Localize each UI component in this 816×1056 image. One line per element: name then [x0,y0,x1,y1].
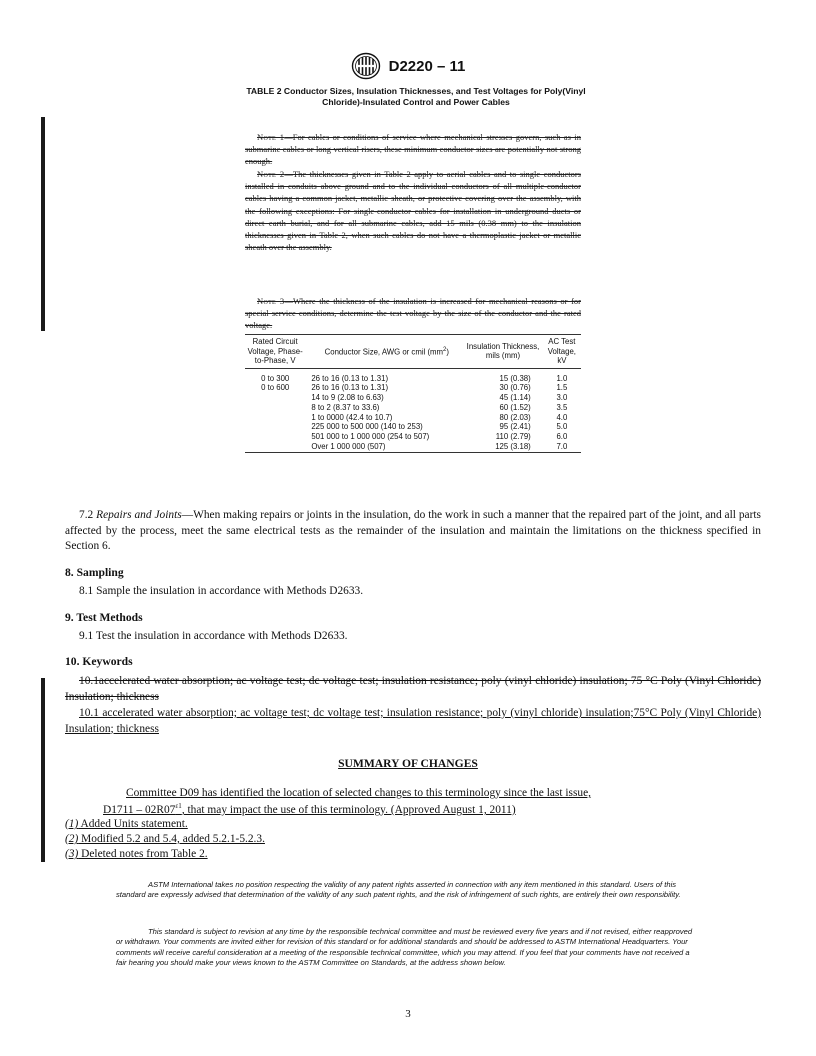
revision-notice-text: This standard is subject to revision at any time by the responsible technical committee and must be reviewed every five years and if not revised, either reapproved or withdrawn. Your comments are invited either for revision of this standard or for additional standards and should be addressed to ASTM International Headquarters. Your comments will receive careful consideration at a meeting of the responsible technical committee, which you may attend. If you feel that your comments have not received a fair hearing you should make your views known to the ASTM Committee on Standards, at the address shown below. [116,927,693,968]
prior-designation: D1711 – 02R07 [103,803,176,816]
astm-logo-icon [351,52,381,80]
cell-thickness: 80 (2.03) [499,412,531,422]
cell-thickness: 60 (1.52) [499,402,531,412]
summary-intro-line1: Committee D09 has identified the location of selected changes to this terminology since the last issue, [126,787,592,799]
keywords-inserted: 10.1 accelerated water absorption; ac voltage test; dc voltage test; insulation resistance; poly (vinyl chloride) insulation;75°C Poly (Vinyl Chloride) Insulation; thickness [65,707,761,735]
table-row [245,422,581,432]
cell-voltage [245,403,305,413]
conductor-table [245,334,581,453]
table-note-2 [245,168,581,253]
cell-test-voltage: 6.0 [556,432,568,442]
document-designation: D2220 – 11 [388,57,466,75]
cell-thickness: 15 (0.38) [499,373,531,383]
change-item [65,833,265,845]
cell-size: Over 1 000 000 (507) [311,442,386,452]
table-title: TABLE 2 Conductor Sizes, Insulation Thicknesses, and Test Voltages for Poly(Vinyl Chloride)-Insulated Control and Power Cables [246,86,586,107]
column-header-thickness: Insulation Thickness, mils (mm) [466,341,540,361]
change-text: Modified 5.2 and 5.4, added 5.2.1-5.2.3. [78,833,265,845]
cell-voltage [245,422,305,432]
cell-thickness: 110 (2.79) [495,432,531,442]
note-label: Note 3 [257,296,285,306]
table-note-1 [245,131,581,168]
table-row [245,393,581,403]
size-header-text: Conductor Size, AWG or cmil (mm [324,347,444,357]
cell-test-voltage: 1.0 [556,373,568,383]
cell-test-voltage: 5.0 [556,422,568,432]
cell-test-voltage: 1.5 [556,383,568,393]
cell-size: 1 to 0000 (42.4 to 10.7) [311,412,393,422]
note-label: Note 2 [257,169,285,179]
paragraph-9-1: 9.1 Test the insulation in accordance with Methods D2633. [79,630,348,642]
summary-intro-line2 [103,802,516,816]
section-number: 7.2 [79,509,94,521]
summary-heading: SUMMARY OF CHANGES [338,757,478,770]
change-text: Deleted notes from Table 2. [78,848,208,860]
intro-rest: , that may impact the use of this terminology. (Approved August 1, 2011) [181,803,516,816]
patent-disclaimer [116,880,700,901]
page-header [0,52,816,80]
table-row [245,403,581,413]
prior-designation-sup: ε1 [175,802,182,810]
heading-sampling: 8. Sampling [65,566,124,579]
table-row [245,383,581,393]
cell-thickness: 30 (0.76) [499,383,531,393]
cell-voltage [245,413,305,423]
cell-voltage: 0 to 600 [261,383,290,393]
cell-size: 8 to 2 (8.37 to 33.6) [311,402,380,412]
note-text: —For cables or conditions of service where mechanical stresses govern, such as in submarine cables or long vertical risers, these minimum conductor sizes are potentially not strong enough. [245,132,581,167]
cell-size: 26 to 16 (0.13 to 1.31) [311,383,389,393]
table-header-row [245,335,581,369]
cell-size: 225 000 to 500 000 (140 to 253) [311,422,423,432]
table-row [245,432,581,442]
cell-size: 501 000 to 1 000 000 (254 to 507) [311,432,430,442]
change-number: (3) [65,848,79,860]
revision-notice [116,927,700,969]
table-row [245,368,581,383]
note-label: Note 1 [257,132,285,142]
paragraph-7-2 [65,508,761,555]
keywords-deleted: 10.1accelerated water absorption; ac voltage test; dc voltage test; insulation resistance; poly (vinyl chloride) insulation; 75 °C Poly (Vinyl Chloride) Insulation; thickness [65,675,761,703]
cell-thickness: 95 (2.41) [499,422,531,432]
note-text: —Where the thickness of the insulation is increased for mechanical reasons or for special service conditions, determine the test voltage by the size of the conductor and the rated voltage. [245,296,581,331]
cell-size: 14 to 9 (2.08 to 6.63) [311,393,384,403]
change-bar-keywords [41,678,45,862]
change-text: Added Units statement. [78,818,188,830]
paragraph-text: —When making repairs or joints in the insulation, do the work in such a manner that the repaired part of the joint, and all parts affected by the process, meet the same electrical tests as the remainder of the insulation and maintain the limitations on the thickness specified in Section 6. [65,509,761,552]
column-header-size [305,335,463,369]
cell-test-voltage: 3.0 [556,393,568,403]
size-header-sup: 2 [443,346,447,353]
cell-voltage: 0 to 300 [261,373,290,383]
cell-size: 26 to 16 (0.13 to 1.31) [311,373,389,383]
change-item [65,848,208,860]
heading-test-methods: 9. Test Methods [65,611,143,624]
cell-voltage [245,442,305,452]
page-number: 3 [405,1008,411,1020]
table-note-3 [245,295,581,332]
cell-voltage [245,393,305,403]
cell-test-voltage: 3.5 [556,402,568,412]
change-item [65,818,188,830]
cell-thickness: 125 (3.18) [495,442,531,452]
paragraph-8-1: 8.1 Sample the insulation in accordance with Methods D2633. [79,585,364,597]
column-header-test-voltage: AC Test Voltage, kV [547,337,576,365]
cell-test-voltage: 7.0 [556,442,568,452]
heading-keywords: 10. Keywords [65,655,133,668]
cell-thickness: 45 (1.14) [499,393,531,403]
table-row [245,413,581,423]
table-row [245,442,581,452]
patent-disclaimer-text: ASTM International takes no position respecting the validity of any patent rights asserted in connection with any item mentioned in this standard. Users of this standard are expressly advised that determination of the validity of any such patent rights, and the risk of infringement of such rights, are entirely their own responsibility. [116,880,681,900]
size-header-end: ) [446,347,449,357]
change-number: (1) [65,818,79,830]
change-bar-notes [41,117,45,331]
cell-voltage [245,432,305,442]
column-header-voltage: Rated Circuit Voltage, Phase-to-Phase, V [247,337,303,365]
section-title: Repairs and Joints [96,509,182,521]
note-text: —The thicknesses given in Table 2 apply to aerial cables and to single conductors installed in conduits above ground and to the individual conductors of all multiple-conductor cables having a common jacket, metallic sheath, or protective covering over the assembly, with the following exceptions: For single-conductor cables for installation in underground ducts or direct earth burial, and for all submarine cables, add 15 mils (0.38 mm) to the insulation thicknesses given in Table 2, when such cables do not have a thermoplastic jacket or metallic sheath over the assembly. [245,169,581,253]
cell-test-voltage: 4.0 [556,412,568,422]
change-number: (2) [65,833,79,845]
